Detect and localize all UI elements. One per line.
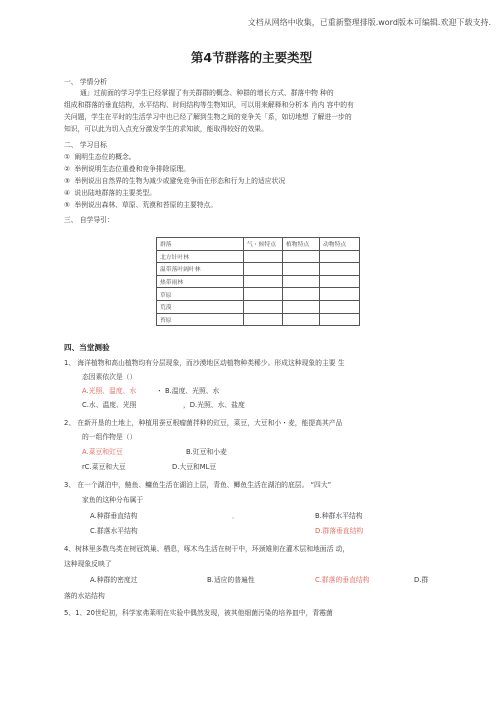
table-cell: [283, 275, 320, 288]
paragraph-line: 通」过前面的学习学生已经掌握了有关群群的概念、种群的增长方式、群落中物 种的: [80, 89, 334, 97]
question-1-stem: 1、 海洋植物和高山植物均有分层现象，而沙漠地区动植物种类稀少。形成这种现象的主要 生: [64, 359, 345, 367]
q3-option-d: D.群落垂直结构: [315, 527, 364, 535]
goal-number: ⑤: [64, 201, 71, 209]
question-2-stem-cont: 的一组作物是（）: [82, 433, 137, 441]
table-row: [157, 313, 360, 326]
section-heading-1: 一、 学情分析: [64, 78, 107, 86]
table-cell: [283, 263, 320, 276]
question-4-stem: 4、树林里多数鸟类在树冠筑巢、栖息，啄木鸟生活在树干中，环颈雉则在灌木层和地面活 动，: [64, 545, 350, 553]
q1-option-a: A.光照、温度、水: [82, 387, 137, 395]
table-cell: [320, 288, 360, 301]
question-1-stem-cont: 态因素依次是（）: [82, 373, 137, 381]
goal-text: 举例说出森林、草原、荒漠和苔原的主要特点。: [74, 201, 218, 209]
q2-option-d: D.大豆和ML豆: [172, 463, 217, 471]
goal-text: 说出陆地群落的主要类型。: [74, 189, 156, 197]
table-cell: [244, 263, 283, 276]
paragraph-line: 知识，可以此为切入点充分激发学生的求知欲，能取得较好的效果。: [64, 125, 268, 133]
table-row-label: 苔原: [157, 313, 244, 326]
q2-option-b: B.豇豆和小麦: [186, 448, 227, 456]
q1-option-c: C.水、温度、光照: [82, 401, 137, 409]
question-4-stem-end: 落的水站结构: [64, 592, 105, 600]
header-note: 文档从网络中收集，已重新整理排版.word版本可编辑.欢迎下载支持.: [247, 18, 491, 27]
goal-number: ④: [64, 189, 71, 197]
table-row: [157, 250, 360, 263]
table-row: [157, 275, 360, 288]
q3-option-b: B.种群水平结构: [315, 512, 363, 520]
section-heading-4: 四、当堂测验: [64, 343, 110, 352]
self-study-table: [156, 237, 360, 326]
table-cell: [283, 300, 320, 313]
goal-item: [64, 152, 136, 162]
question-2-stem: 2、 在新开垦的土地上，种植用蚕豆根瘤菌拌种的豇豆，菜豆，大豆和小・麦，能提高其产品: [64, 419, 343, 427]
table-cell: [244, 288, 283, 301]
question-5-stem: 5、1、20世纪初，科学家弗莱明在实验中偶然发现，被其他细菌污染的培养皿中，青霉菌: [64, 609, 333, 617]
table-cell: [244, 300, 283, 313]
paragraph-line: 组成和群落的垂直结构，水平结构、时间结构等生物知识，可以用来解释和分析本 肖内 容中的有: [64, 101, 354, 109]
goal-text: 举例说明生态位重叠和竞争排除原理。: [74, 165, 190, 173]
table-row-label: 热带雨林: [157, 275, 244, 288]
goal-number: ③: [64, 177, 71, 185]
q4-option-a: A.种群的密度过: [90, 576, 138, 584]
page-title: 第4节群落的主要类型: [190, 50, 313, 65]
table-row-label: 荒漠: [157, 300, 244, 313]
q4-option-c: C.群落的垂直结构: [315, 576, 370, 584]
table-cell: [283, 313, 320, 326]
q1-option-d: ，D.光照、水、盐度: [183, 401, 245, 409]
table-header-cell: 植物特点: [283, 238, 320, 251]
q3-option-a: A.种群垂直结构: [90, 512, 138, 520]
goal-item: [64, 200, 217, 210]
table-cell: [244, 313, 283, 326]
goal-item: [64, 164, 190, 174]
goal-number: ①: [64, 153, 71, 161]
q2-option-a: A.菜豆和豇豆: [82, 448, 123, 456]
table-row: [157, 263, 360, 276]
table-cell: [283, 288, 320, 301]
goal-text: 阐明生态位的概念。: [74, 153, 136, 161]
table-cell: [283, 250, 320, 263]
table-cell: [244, 275, 283, 288]
q1-option-b: ・ B.温度、光照、水: [156, 387, 220, 395]
table-row-label: 温带落叶阔叶林: [157, 263, 244, 276]
table-row-label: 北方针叶林: [157, 250, 244, 263]
q4-option-b: B.适应的普遍性: [207, 576, 255, 584]
table-cell: [320, 313, 360, 326]
table-cell: [320, 275, 360, 288]
table-cell: [320, 263, 360, 276]
table-row: [157, 300, 360, 313]
q3-stray-dot: ．: [232, 512, 239, 520]
section-heading-2: 二、 学习目标: [64, 141, 107, 149]
table-cell: [320, 300, 360, 313]
q2-option-c: rC.菜豆和大豆: [82, 463, 126, 471]
table-header-row: [157, 238, 360, 251]
table-header-cell: 气・候特点: [244, 238, 283, 251]
paragraph-line: 关问题，学生在平时的生活学习中也已经了解到生物之间的竞争关「系，如切地想 了解进一步的: [64, 113, 352, 121]
goal-number: ②: [64, 165, 71, 173]
q3-option-c: C.群落水平结构: [90, 527, 138, 535]
question-3-stem-cont: 家鱼的这种分布属于: [82, 496, 144, 504]
section-heading-3: 三、 自学导引：: [64, 216, 114, 224]
q4-option-d: D.群: [414, 576, 429, 584]
table-row: [157, 288, 360, 301]
table-cell: [244, 250, 283, 263]
question-4-stem-cont: 这种现象反映了: [64, 560, 112, 568]
table-row-label: 草原: [157, 288, 244, 301]
question-3-stem: 3、 在一个湖泊中，鲢鱼、鳙鱼生活在湖泊上层，青鱼、鲫鱼生活在湖泊的底层。 “四大”: [64, 481, 332, 489]
goal-item: [64, 176, 285, 186]
goal-item: [64, 188, 156, 198]
table-cell: [320, 250, 360, 263]
table-header-cell: 动物特点: [320, 238, 360, 251]
goal-text: 举例说出自然界的生物为减少或避免竞争而在形态和行为上的适应状况: [74, 177, 286, 185]
table-header-cell: 群落: [157, 238, 244, 251]
